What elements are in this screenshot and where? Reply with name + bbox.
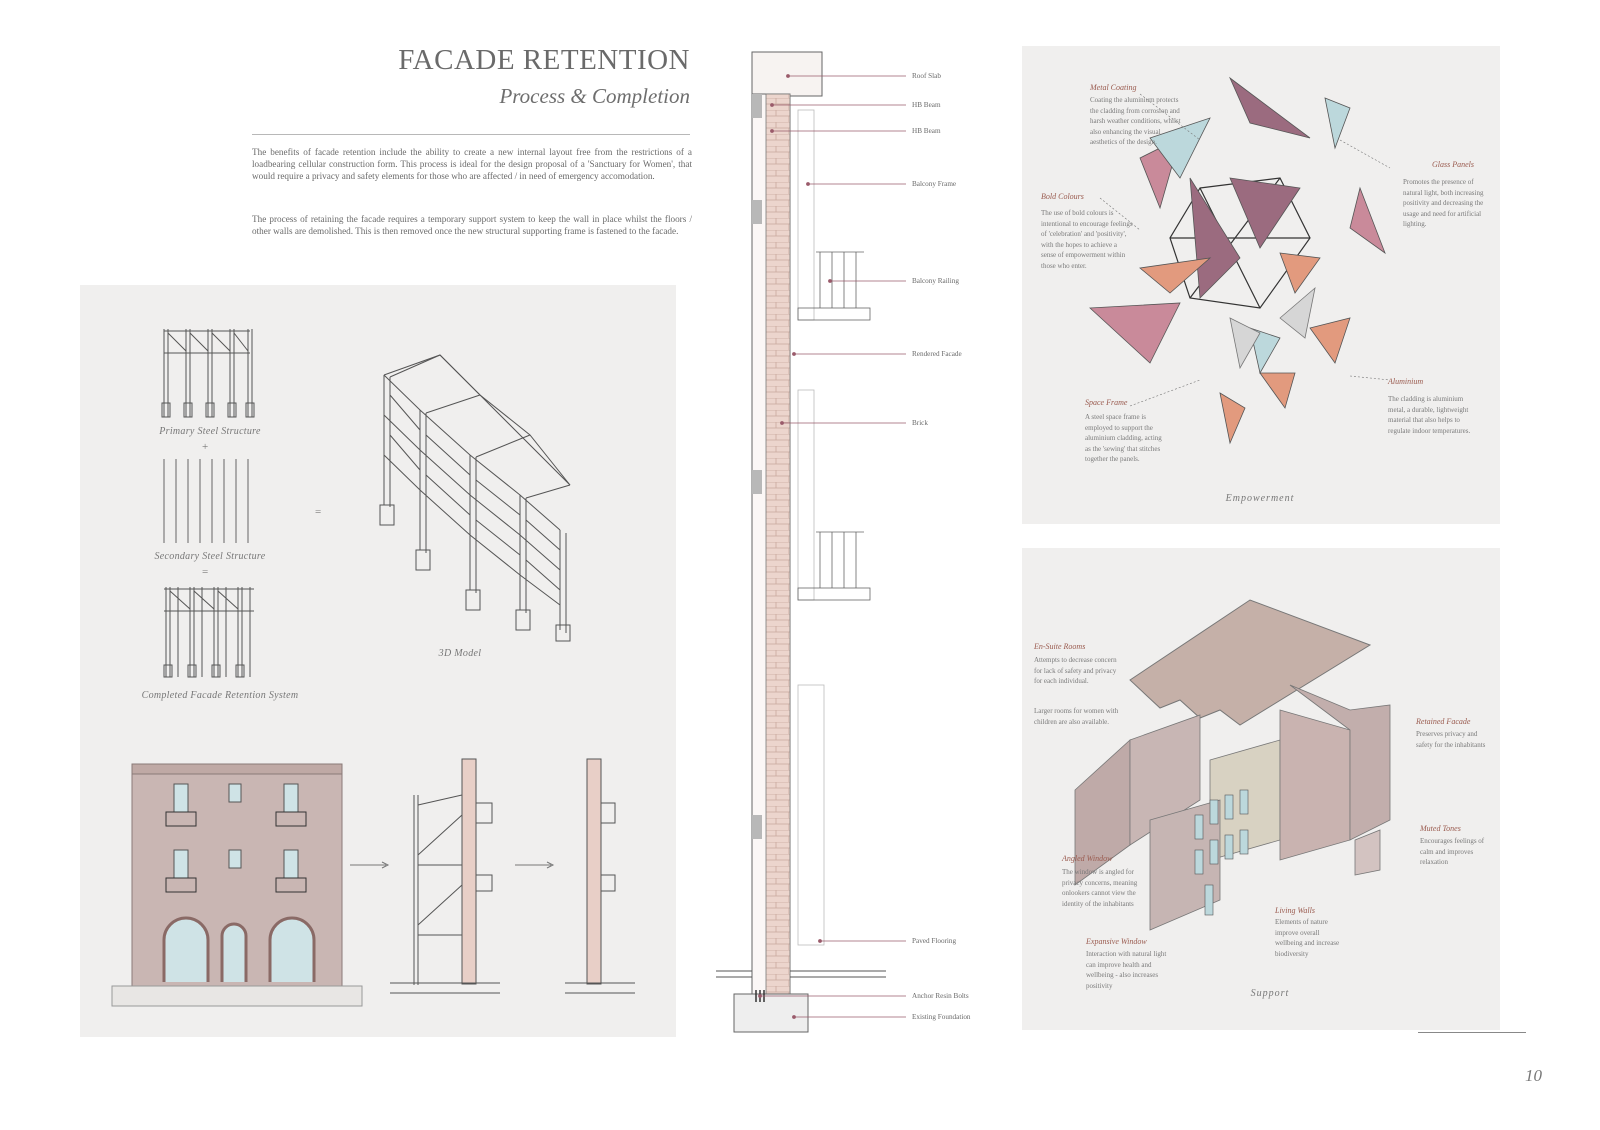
3d-model-drawing: [380, 355, 580, 645]
callout-hb-beam-2: HB Beam: [912, 127, 941, 135]
empowerment-caption: Empowerment: [1225, 493, 1295, 504]
equals-symbol-1: =: [202, 566, 209, 578]
callout-paved-flooring: Paved Flooring: [912, 937, 957, 945]
3d-model-caption: 3D Model: [438, 648, 482, 659]
page-title: FACADE RETENTION: [398, 44, 690, 76]
arrow-icon: [515, 860, 555, 870]
completed-system-caption: Completed Facade Retention System: [141, 690, 299, 701]
annotation-body-living-walls: Elements of nature improve overall wellbeing and increase biodiversity: [1275, 918, 1340, 958]
callout-existing-foundation: Existing Foundation: [912, 1013, 971, 1021]
annotation-body-expansive-window: Interaction with natural light can improve health and wellbeing - also increases positivity: [1086, 950, 1167, 990]
callout-roof-slab: Roof Slab: [912, 72, 941, 80]
annotation-body-en-suite-rooms: Attempts to decrease concern for lack of safety and privacy for each individual.: [1034, 656, 1117, 685]
callout-hb-beam-1: HB Beam: [912, 101, 941, 109]
callout-balcony-railing: Balcony Railing: [912, 277, 959, 285]
annotation-title-en-suite-rooms: En-Suite Rooms: [1034, 642, 1086, 651]
page-number: 10: [1525, 1066, 1542, 1085]
annotation-title-muted-tones: Muted Tones: [1420, 824, 1461, 833]
annotation-title-glass-panels: Glass Panels: [1432, 160, 1474, 169]
completed-stage-drawing: [565, 755, 635, 1005]
annotation-title-living-walls: Living Walls: [1275, 906, 1315, 915]
annotation-title-bold-colours: Bold Colours: [1041, 192, 1084, 201]
primary-steel-drawing: [160, 325, 260, 420]
completed-system-drawing: [162, 583, 262, 681]
callout-rendered-facade: Rendered Facade: [912, 350, 962, 358]
callout-anchor-resin-bolts: Anchor Resin Bolts: [912, 992, 969, 1000]
building-elevation-drawing: [112, 760, 367, 1010]
annotation-title-metal-coating: Metal Coating: [1090, 83, 1137, 92]
annotation-body-retained-facade: Preserves privacy and safety for the inhabitants: [1416, 730, 1486, 749]
arrow-icon: [350, 860, 390, 870]
callout-balcony-frame: Balcony Frame: [912, 180, 957, 188]
page-subtitle: Process & Completion: [499, 84, 690, 108]
annotation-body-metal-coating: Coating the aluminium protects the cladding from corrosion and harsh weather conditions, whilst also enhancing the visual aesthetics of the design.: [1090, 96, 1181, 146]
annotation-body-muted-tones: Encourages feelings of calm and improves relaxation: [1420, 837, 1485, 866]
page-number-rule: [1418, 1032, 1526, 1033]
annotation-title-retained-facade: Retained Facade: [1416, 717, 1471, 726]
annotation-title-aluminium: Aluminium: [1388, 377, 1424, 386]
section-callout-lines: [780, 70, 920, 1030]
equals-symbol-2: =: [315, 506, 322, 518]
annotation-body-space-frame: A steel space frame is employed to support the aluminium cladding, acting as the 'sewing' that stitches together the panels.: [1085, 413, 1162, 463]
annotation-body-bold-colours: The use of bold colours is intentional to encourage feelings of 'celebration' and 'positivity', with the hopes to achieve a sense of empowerment within those who enter.: [1041, 209, 1133, 270]
annotation-title-space-frame: Space Frame: [1085, 398, 1128, 407]
intro-paragraph-2: The process of retaining the facade requires a temporary support system to keep the wall in place whilst the floors / other walls are demolished. This is then removed once the new structural supporting frame is fastened to the facade.: [252, 214, 692, 236]
secondary-steel-caption: Secondary Steel Structure: [154, 551, 266, 562]
plus-symbol: +: [202, 441, 209, 453]
annotation-title-expansive-window: Expansive Window: [1086, 937, 1147, 946]
annotation-body-glass-panels: Promotes the presence of natural light, both increasing positivity and decreasing the usage and need for artificial lighting.: [1403, 178, 1484, 228]
support-caption: Support: [1250, 988, 1290, 999]
title-divider: [252, 134, 690, 135]
callout-brick: Brick: [912, 419, 928, 427]
secondary-steel-drawing: [160, 457, 260, 547]
primary-steel-caption: Primary Steel Structure: [159, 426, 261, 437]
demolition-stage-drawing: [390, 755, 500, 1005]
annotation-body-larger-rooms: Larger rooms for women with children are also available.: [1034, 707, 1119, 726]
annotation-body-aluminium: The cladding is aluminium metal, a durable, lightweight material that also helps to regulate indoor temperatures.: [1388, 395, 1471, 435]
annotation-body-angled-window: The window is angled for privacy concerns, meaning onlookers cannot view the identity of the inhabitants: [1062, 868, 1138, 908]
intro-paragraph-1: The benefits of facade retention include the ability to create a new internal layout free from the restrictions of a loadbearing cellular construction form. This process is ideal for the design proposal of a 'Sanctuary for Women', that would require a privacy and safety elements for those who are affected / in need of emergency accomodation.: [252, 147, 692, 181]
annotation-title-angled-window: Angled Window: [1062, 854, 1113, 863]
